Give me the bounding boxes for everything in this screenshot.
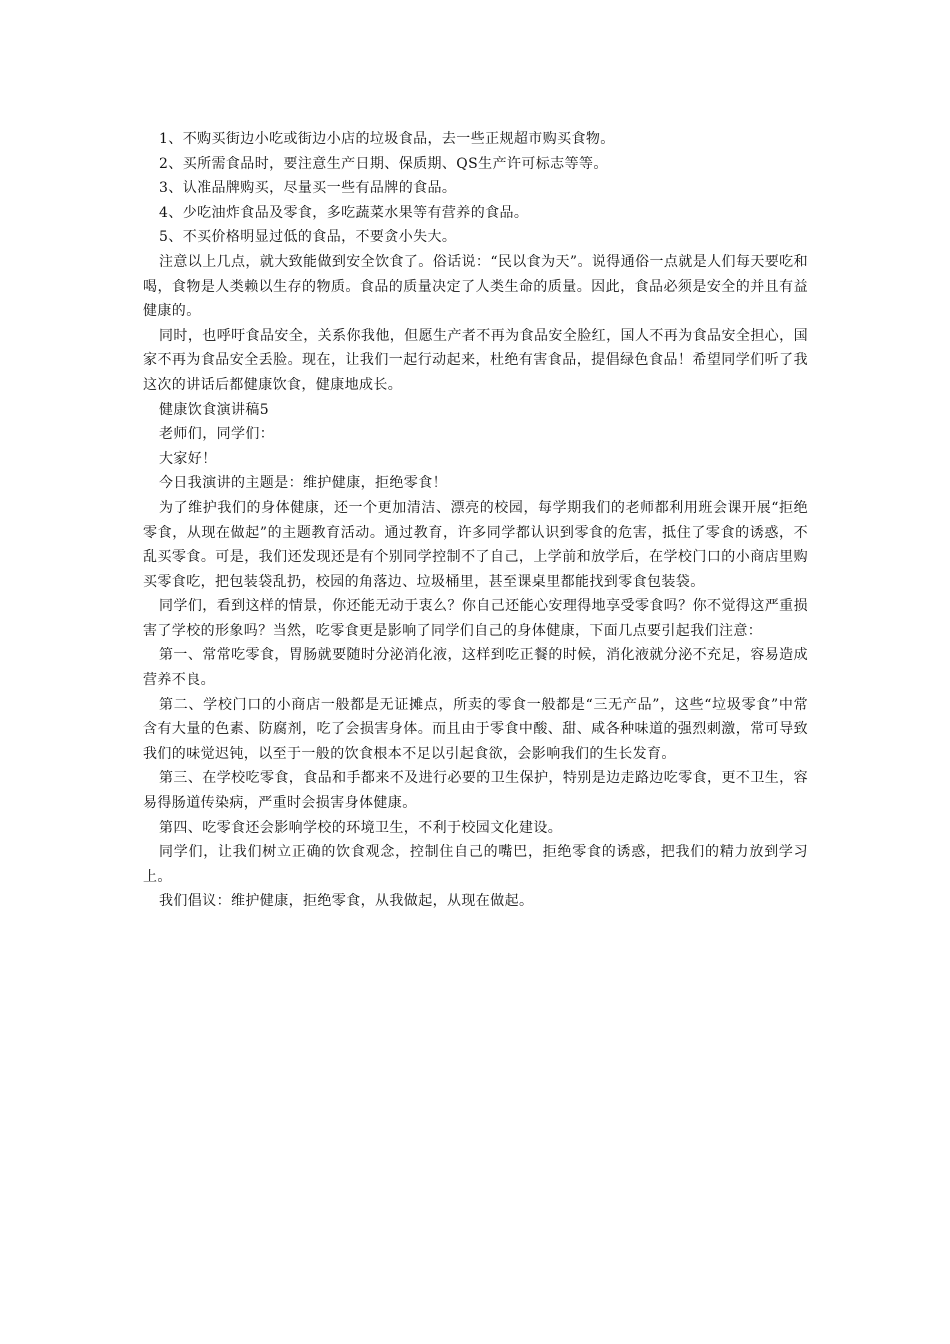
point-third: 第三、在学校吃零食，食品和手都来不及进行必要的卫生保护，特别是边走路边吃零食，更不卫生，容易得肠道传染病，严重时会损害身体健康。 — [143, 770, 808, 812]
point-first: 第一、常常吃零食，胃肠就要随时分泌消化液，这样到吃正餐的时候，消化液就分泌不充足，容易造成营养不良。 — [143, 647, 808, 689]
list-item-5: 5、不买价格明显过低的食品，不要贪小失大。 — [159, 229, 457, 246]
list-item-1: 1、不购买街边小吃或街边小店的垃圾食品，去一些正规超市购买食物。 — [159, 131, 615, 147]
paragraph-question: 同学们，看到这样的情景，你还能无动于衷么？你自己还能心安理得地享受零食吗？你不觉得这严重损害了学校的形象吗？当然，吃零食更是影响了同学们自己的身体健康，下面几点要引起我们注意： — [143, 598, 808, 639]
document-body — [143, 127, 808, 914]
section-title: 健康饮食演讲稿5 — [159, 401, 270, 418]
paragraph-proposal: 我们倡议：维护健康，拒绝零食，从我做起，从现在做起。 — [159, 893, 534, 910]
greeting: 大家好！ — [159, 450, 217, 467]
point-second: 第二、学校门口的小商店一般都是无证摊点，所卖的零食一般都是“三无产品”，这些“垃圾零食”中常含有大量的色素、防腐剂，吃了会损害身体。而且由于零食中酸、甜、咸各种味道的强烈刺激，常可导致我们的味觉迟钝，以至于一般的饮食根本不足以引起食欲，会影响我们的生长发育。 — [143, 696, 808, 762]
paragraph-summary: 注意以上几点，就大致能做到安全饮食了。俗话说：“民以食为天”。说得通俗一点就是人们每天要吃和喝，食物是人类赖以生存的物质。食品的质量决定了人类生命的质量。因此，食品必须是安全的并且有益健康的。 — [143, 253, 808, 320]
list-item-4: 4、少吃油炸食品及零食，多吃蔬菜水果等有营养的食品。 — [159, 204, 529, 221]
list-item-2: 2、买所需食品时，要注意生产日期、保质期、QS生产许可标志等等。 — [159, 155, 608, 172]
speech-topic: 今日我演讲的主题是：维护健康，拒绝零食！ — [159, 475, 447, 492]
paragraph-call-to-action: 同学们，让我们树立正确的饮食观念，控制住自己的嘴巴，拒绝零食的诱惑，把我们的精力放到学习上。 — [143, 844, 808, 885]
salutation: 老师们，同学们： — [159, 426, 275, 443]
point-fourth: 第四、吃零食还会影响学校的环境卫生，不利于校园文化建设。 — [159, 819, 563, 836]
paragraph-background: 为了维护我们的身体健康，还一个更加清洁、漂亮的校园，每学期我们的老师都利用班会课开展“拒绝零食，从现在做起”的主题教育活动。通过教育，许多同学都认识到零食的危害，抵住了零食的诱惑，不乱买零食。可是，我们还发现还是有个别同学控制不了自己，上学前和放学后，在学校门口的小商店里购买零食吃，把包装袋乱扔，校园的角落边、垃圾桶里，甚至课桌里都能找到零食包装袋。 — [143, 499, 808, 590]
list-item-3: 3、认准品牌购买，尽量买一些有品牌的食品。 — [159, 180, 457, 197]
paragraph-appeal: 同时，也呼吁食品安全，关系你我他，但愿生产者不再为食品安全脸红，国人不再为食品安全担心，国家不再为食品安全丢脸。现在，让我们一起行动起来，杜绝有害食品，提倡绿色食品！希望同学们听了我这次的讲话后都健康饮食，健康地成长。 — [143, 327, 808, 393]
